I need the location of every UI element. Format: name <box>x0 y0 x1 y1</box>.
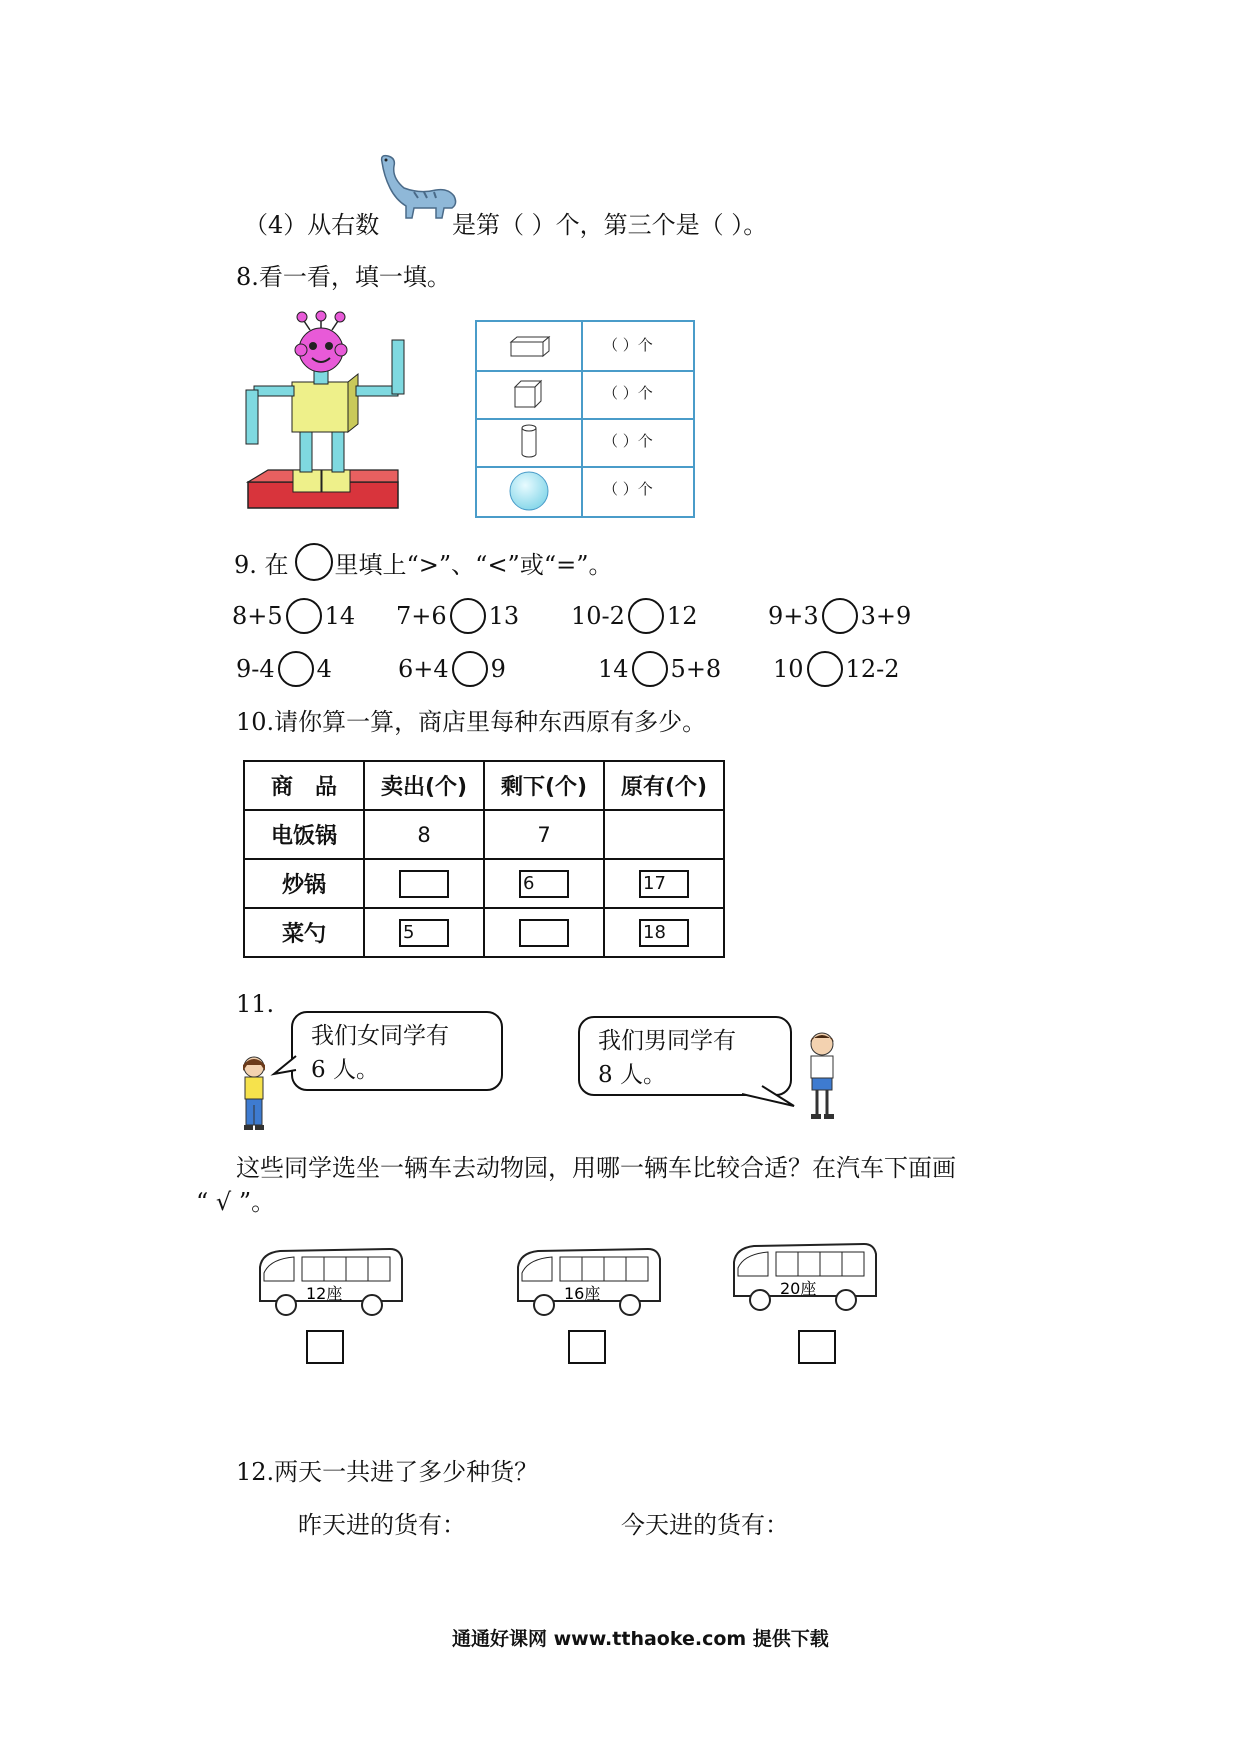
q11-question-line2: “ √ ”。 <box>196 1188 276 1216</box>
bus-checkbox[interactable] <box>306 1330 344 1364</box>
q7-4-suffix: 是第（ ）个，第三个是（ ）。 <box>452 211 768 239</box>
shape-count-label: （ ）个 <box>603 384 653 402</box>
q12-today: 今天进的货有： <box>621 1511 789 1539</box>
bubble-tail <box>738 1076 798 1110</box>
compare-left: 8+5 <box>232 602 283 630</box>
bubble-tail <box>270 1050 298 1080</box>
compare-left: 7+6 <box>396 602 447 630</box>
girl-line-2: 6 人。 <box>311 1057 379 1083</box>
q9-title <box>234 543 612 581</box>
compare-right: 4 <box>316 655 332 683</box>
shape-row <box>477 418 693 468</box>
table-header-row <box>244 761 724 810</box>
q10-title: 10.请你算一算，商店里每种东西原有多少。 <box>236 708 707 736</box>
girl-speech-bubble <box>291 1011 503 1091</box>
cylinder-icon <box>519 422 539 462</box>
orig-box: 17 <box>639 870 689 898</box>
q9-title-pre: 9. 在 <box>234 550 289 579</box>
cuboid-icon <box>507 334 553 360</box>
shape-count-label: （ ）个 <box>603 480 653 498</box>
compare-circle[interactable] <box>450 598 486 634</box>
q7-4-prefix: （4）从右数 <box>244 211 380 239</box>
compare-circle[interactable] <box>822 598 858 634</box>
compare-left: 10-2 <box>571 602 625 630</box>
compare-circle[interactable] <box>278 651 314 687</box>
left-value: 7 <box>484 810 604 859</box>
girl-icon <box>234 1055 274 1137</box>
bus-checkbox[interactable] <box>798 1330 836 1364</box>
header-cell: 原有(个) <box>604 761 724 810</box>
girl-line-1: 我们女同学有 <box>311 1023 449 1049</box>
q8-title: 8.看一看，填一填。 <box>236 263 451 291</box>
sold-value: 8 <box>364 810 484 859</box>
shape-row <box>477 370 693 420</box>
robot-illustration <box>238 310 408 522</box>
compare-circle[interactable] <box>807 651 843 687</box>
compare-item <box>398 649 506 689</box>
bus-checkbox[interactable] <box>568 1330 606 1364</box>
orig-value[interactable] <box>604 810 724 859</box>
table-row <box>244 810 724 859</box>
compare-right: 3+9 <box>860 602 912 630</box>
compare-item <box>773 649 899 689</box>
compare-circle[interactable] <box>628 598 664 634</box>
compare-item <box>598 649 721 689</box>
left-box: 6 <box>519 870 569 898</box>
bus-icon <box>508 1243 668 1323</box>
goods-name: 菜勺 <box>244 908 364 957</box>
header-cell: 剩下(个) <box>484 761 604 810</box>
goods-name: 电饭锅 <box>244 810 364 859</box>
compare-circle[interactable] <box>452 651 488 687</box>
sphere-icon <box>507 470 551 512</box>
compare-right: 13 <box>488 602 520 630</box>
goods-name: 炒锅 <box>244 859 364 908</box>
compare-item <box>768 596 911 636</box>
compare-left: 9-4 <box>236 655 275 683</box>
bus-seat-label: 20座 <box>780 1279 817 1298</box>
compare-item <box>236 649 332 689</box>
boy-icon <box>798 1030 844 1128</box>
footer-text: 通通好课网 www.tthaoke.com 提供下载 <box>452 1628 829 1650</box>
bus-icon <box>250 1243 410 1323</box>
q12-title: 12.两天一共进了多少种货？ <box>236 1458 539 1486</box>
compare-left: 6+4 <box>398 655 449 683</box>
q11-question-line1: 这些同学选坐一辆车去动物园，用哪一辆车比较合适？在汽车下面画 <box>236 1154 956 1182</box>
shape-count-label: （ ）个 <box>603 336 653 354</box>
bus-seat-label: 12座 <box>306 1284 343 1303</box>
sold-box: 5 <box>399 919 449 947</box>
table-row <box>244 859 724 908</box>
bus-icon <box>724 1238 884 1318</box>
compare-circle[interactable] <box>286 598 322 634</box>
boy-line-1: 我们男同学有 <box>598 1028 736 1054</box>
dinosaur-icon <box>374 152 460 222</box>
compare-right: 9 <box>490 655 506 683</box>
compare-right: 12-2 <box>845 655 900 683</box>
compare-item <box>232 596 355 636</box>
compare-item <box>396 596 519 636</box>
cube-icon <box>511 378 545 410</box>
boy-line-2: 8 人。 <box>598 1062 666 1088</box>
shape-row <box>477 322 693 372</box>
circle-icon <box>295 543 333 581</box>
header-cell: 卖出(个) <box>364 761 484 810</box>
orig-box: 18 <box>639 919 689 947</box>
compare-right: 14 <box>324 602 356 630</box>
compare-left: 14 <box>598 655 629 683</box>
compare-left: 9+3 <box>768 602 819 630</box>
compare-right: 5+8 <box>670 655 722 683</box>
compare-right: 12 <box>666 602 698 630</box>
q12-yesterday: 昨天进的货有： <box>298 1511 466 1539</box>
compare-left: 10 <box>773 655 804 683</box>
goods-table <box>243 760 725 958</box>
sold-box[interactable] <box>399 870 449 898</box>
shape-count-table <box>475 320 695 518</box>
header-cell: 商 品 <box>244 761 364 810</box>
q11-number: 11. <box>236 990 275 1018</box>
q9-title-post: 里填上“>”、“<”或“=”。 <box>334 550 613 579</box>
compare-circle[interactable] <box>632 651 668 687</box>
left-box[interactable] <box>519 919 569 947</box>
compare-item <box>571 596 697 636</box>
table-row <box>244 908 724 957</box>
shape-row <box>477 466 693 514</box>
shape-count-label: （ ）个 <box>603 432 653 450</box>
bus-seat-label: 16座 <box>564 1284 601 1303</box>
